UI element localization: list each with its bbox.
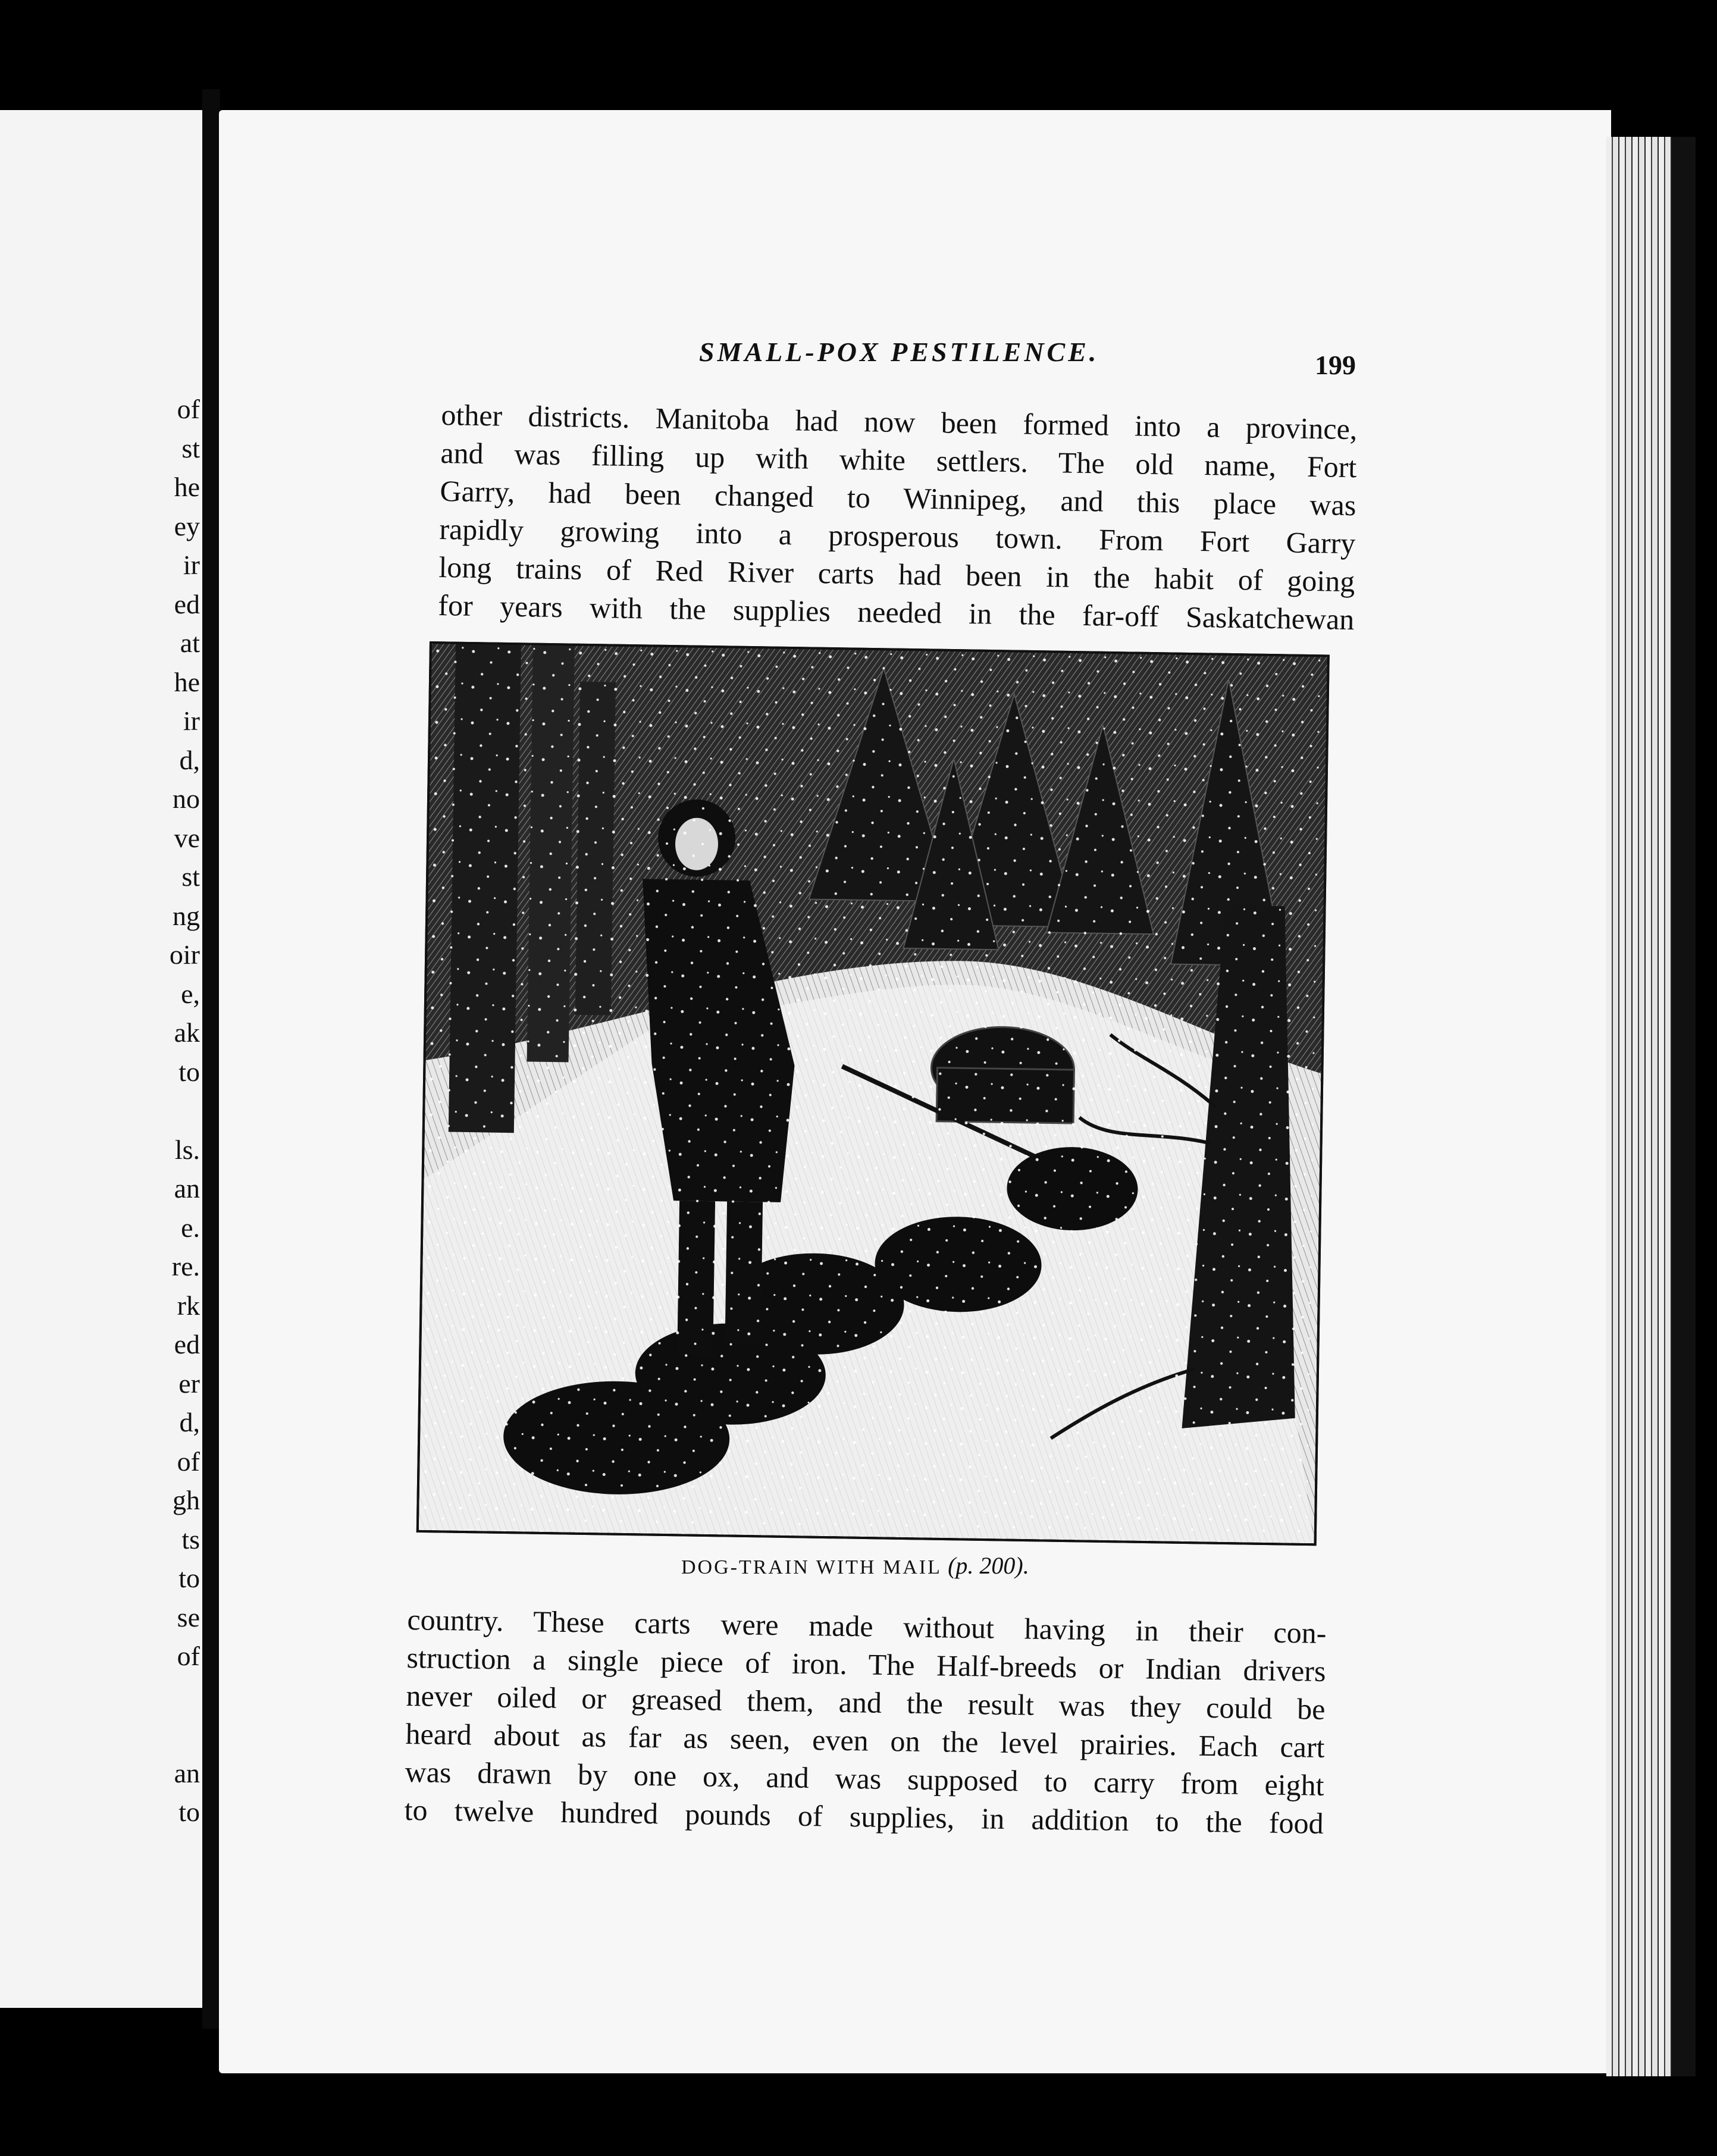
left-page-line-fragment: gh [173, 1485, 200, 1515]
left-page-line-fragment: d, [179, 1407, 200, 1437]
illustration-caption [681, 1552, 1098, 1580]
left-page-line-fragment: ts [181, 1524, 200, 1555]
left-page-line-fragment: no [173, 784, 200, 814]
left-page-line-fragment: oir [169, 939, 200, 970]
left-page-line-fragment: er [178, 1368, 200, 1399]
left-page-line-fragment: ed [174, 588, 200, 619]
left-page-line-fragment: ak [174, 1017, 200, 1048]
caption-title: DOG-TRAIN WITH MAIL [681, 1556, 941, 1578]
text-line: never oiled or greased them, and the result was they could be [406, 1678, 1326, 1726]
left-page-line-fragment: re. [171, 1251, 200, 1281]
body-text-bottom [404, 1600, 1327, 1842]
text-line: to twelve hundred pounds of supplies, in addition to the food [404, 1793, 1324, 1840]
book-gutter [202, 89, 220, 2029]
left-page-line-fragment: he [174, 472, 200, 502]
left-page-line-fragment: ir [183, 706, 200, 736]
text-line: for years with the supplies needed in the far-off Saskatchewan [438, 588, 1355, 637]
caption-page-reference: (p. 200). [948, 1552, 1029, 1579]
text-line: and was filling up with white settlers. The old name, Fort [440, 435, 1357, 484]
left-page-line-fragment: d, [179, 744, 200, 775]
left-page-line-fragment: ed [174, 1329, 200, 1359]
left-page-line-fragment: ey [174, 510, 200, 541]
text-line: heard about as far as seen, even on the level prairies. Each cart [405, 1716, 1325, 1764]
left-page-line-fragment [93, 1715, 200, 1754]
page-number: 199 [1315, 350, 1356, 380]
body-text-top [438, 396, 1358, 638]
left-page-line-fragment: ls. [174, 1134, 200, 1165]
engraving-dog-train [416, 641, 1330, 1546]
left-page-line-fragment: at [180, 628, 200, 658]
left-page-line-fragment: he [174, 666, 200, 697]
left-page-line-fragment: of [177, 1446, 200, 1477]
text-line: struction a single piece of iron. The Half-breeds or Indian drivers [406, 1640, 1326, 1688]
left-page-line-endings [93, 390, 200, 1832]
left-page-line-fragment: st [181, 861, 200, 892]
text-line: was drawn by one ox, and was supposed to carry from eight [405, 1754, 1324, 1802]
text-line: long trains of Red River carts had been in the habit of going [438, 550, 1355, 598]
left-page-line-fragment [93, 1091, 200, 1130]
left-page-line-fragment: an [174, 1173, 200, 1204]
left-page-line-fragment: e. [181, 1212, 200, 1243]
left-page-line-fragment: e, [181, 978, 200, 1009]
running-title: SMALL-POX PESTILENCE. [699, 337, 1099, 367]
text-line: rapidly growing into a prosperous town. From Fort Garry [439, 512, 1356, 560]
left-page-line-fragment: to [178, 1056, 200, 1087]
text-line: country. These carts were made without having in their con- [407, 1602, 1327, 1650]
left-page-line-fragment: st [181, 433, 200, 463]
left-page-line-fragment: ir [183, 550, 200, 580]
left-page-line-fragment [93, 1676, 200, 1715]
left-facing-page [0, 110, 202, 2008]
left-page-line-fragment: of [177, 394, 200, 424]
left-page-line-fragment: of [177, 1641, 200, 1671]
left-page-line-fragment: se [177, 1602, 200, 1632]
left-page-line-fragment: rk [177, 1290, 200, 1321]
page-edges [1606, 137, 1696, 2076]
left-page-line-fragment: ve [174, 822, 200, 853]
left-page-line-fragment: an [174, 1757, 200, 1788]
engraving-drawing [419, 644, 1327, 1543]
text-line: other districts. Manitoba had now been formed into a province, [441, 397, 1358, 446]
left-page-line-fragment: ng [173, 900, 200, 931]
left-page-line-fragment: to [178, 1563, 200, 1593]
text-line: Garry, had been changed to Winnipeg, and this place was [440, 474, 1356, 522]
left-page-line-fragment: to [178, 1797, 200, 1827]
